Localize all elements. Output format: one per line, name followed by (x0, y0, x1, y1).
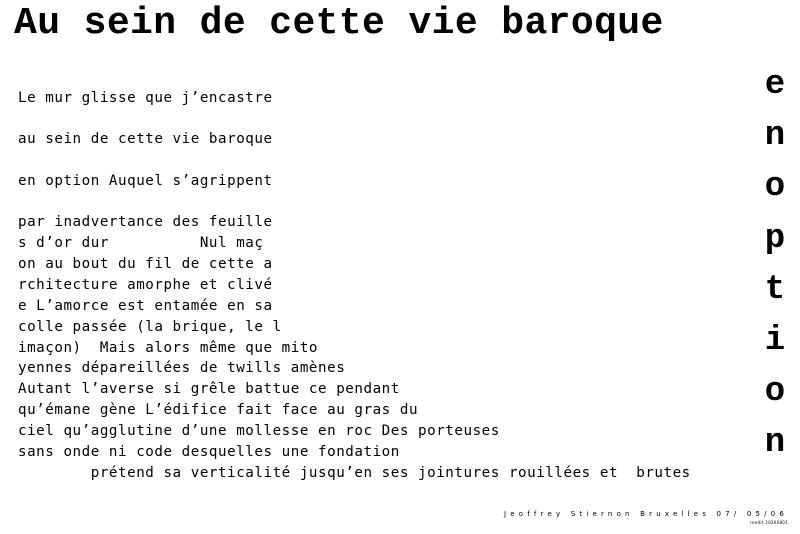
poem-line-11: yennes dépareillées de twills amènes (18, 360, 346, 376)
vertical-letter: n (764, 117, 786, 156)
poem-line-4: par inadvertance des feuille (18, 214, 273, 230)
author-signature: Jeoffrey Stiernon Bruxelles 07/ 05/06 (503, 510, 788, 518)
poem-line-7: rchitecture amorphe et clivé (18, 277, 273, 293)
vertical-letter: t (764, 270, 786, 309)
poem-line-14: ciel qu’agglutine d’une mollesse en roc Des porteuses (18, 423, 500, 439)
poem-line-15: sans onde ni code desquelles une fondation (18, 444, 400, 460)
vertical-word (757, 60, 793, 470)
vertical-letter: i (764, 321, 786, 360)
edit-date: reedit 20200801 (750, 520, 788, 525)
vertical-letter: o (764, 168, 786, 207)
poem-line-12: Autant l’averse si grêle battue ce pendant (18, 381, 400, 397)
vertical-letter: p (764, 219, 786, 258)
poem-line-6: on au bout du fil de cette a (18, 256, 273, 272)
poem-line-2: au sein de cette vie baroque (18, 131, 273, 147)
poem-title: Au sein de cette vie baroque (14, 2, 664, 45)
poem-body (18, 0, 798, 534)
poem-line-8: e L’amorce est entamée en sa (18, 298, 273, 314)
vertical-letter: n (764, 424, 786, 463)
poem-line-1: Le mur glisse que j’encastre (18, 90, 273, 106)
vertical-letter: e (764, 66, 786, 104)
poem-line-3: en option Auquel s’agrippent (18, 173, 273, 189)
poem-line-16: prétend sa verticalité jusqu’en ses jointures rouillées et brutes (18, 465, 691, 481)
poem-line-5: s d’or dur Nul maç (18, 235, 264, 251)
poem-line-9: colle passée (la brique, le l (18, 319, 282, 335)
poem-line-13: qu’émane gène L’édifice fait face au gras du (18, 402, 419, 418)
vertical-letter: o (764, 373, 786, 412)
poem-line-10: imaçon) Mais alors même que mito (18, 340, 319, 356)
